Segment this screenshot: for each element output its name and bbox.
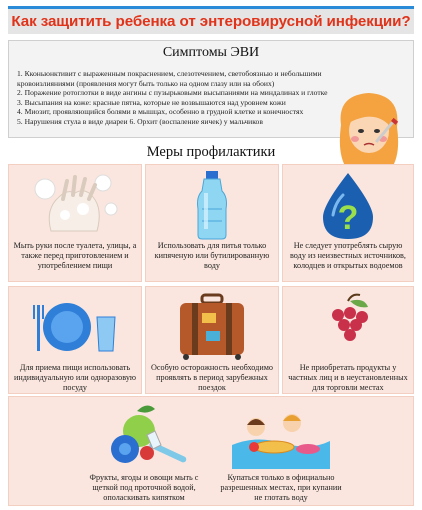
card-caption: Особую осторожность необходимо проявлять в период зарубежных поездок xyxy=(151,363,273,392)
title-bar xyxy=(8,6,414,34)
card-caption: Не приобретать продукты у частных лиц и в неустановленных для торговли местах xyxy=(288,363,408,392)
prevention-card xyxy=(8,286,142,394)
card-caption: Не следует употреблять сырую воду из неизвестных источников, колодцев и открытых водоемов xyxy=(290,241,406,270)
card-caption: Купаться только в официально разрешенных местах, при купании не глотать воду xyxy=(220,473,342,502)
suitcase-icon xyxy=(146,291,278,363)
prevention-card xyxy=(214,397,348,505)
symptom-item: 2. Поражение ротоглотки в виде ангины с пузырьковыми высыпаниями на миндалинах и глотке xyxy=(17,88,328,98)
grapes-icon xyxy=(283,291,413,363)
water-drop-question-icon xyxy=(283,169,413,241)
card-caption: Мыть руки после туалета, улицы, а также перед приготовлением и употреблением пищи xyxy=(13,241,137,270)
card-caption: Фрукты, ягоды и овощи мыть с щеткой под проточной водой, ополаскивать кипятком xyxy=(89,473,199,502)
prevention-card xyxy=(77,397,211,505)
card-caption: Использовать для питья только кипяченую или бутилированную воду xyxy=(154,241,270,270)
svg-text:?: ? xyxy=(337,199,359,237)
symptom-item: 1. Кконьюнктивит с выраженным покраснением, слезотечением, светобоязнью и небольшими кровоизлияниями (проявления могут быть только на одном глазу или на обоих) xyxy=(17,69,322,88)
hands-washing-icon xyxy=(9,169,141,241)
symptoms-heading: Симптомы ЭВИ xyxy=(162,45,260,60)
prevention-card xyxy=(145,286,279,394)
card-caption: Для приема пищи использовать индивидуальную или одноразовую посуду xyxy=(13,363,137,392)
prevention-card xyxy=(145,164,279,282)
water-bottle-icon xyxy=(146,169,278,241)
symptom-item: 4. Миозит, проявляющийся болями в мышцах, особенно в грудной клетке и конечностях xyxy=(17,107,304,117)
symptoms-panel xyxy=(8,40,414,138)
page-title: Как защитить ребенка от энтеровирусной инфекции? xyxy=(11,13,411,30)
plate-cutlery-icon xyxy=(9,291,141,363)
prevention-card xyxy=(8,164,142,282)
prevention-bottom-row xyxy=(8,396,414,506)
prevention-card xyxy=(282,164,414,282)
prevention-card xyxy=(282,286,414,394)
symptom-item: 3. Высыпания на коже: красные пятна, которые не возвышаются над уровнем кожи xyxy=(17,97,286,107)
kids-swimming-icon xyxy=(214,401,348,473)
fruits-brush-icon xyxy=(77,401,211,473)
prevention-heading: Меры профилактики xyxy=(146,144,276,160)
prevention-grid xyxy=(8,164,414,506)
symptoms-list xyxy=(17,69,329,127)
symptom-item: 5. Нарушения стула в виде диареи 6. Орхит (воспаление яичек) у мальчиков xyxy=(17,116,263,126)
